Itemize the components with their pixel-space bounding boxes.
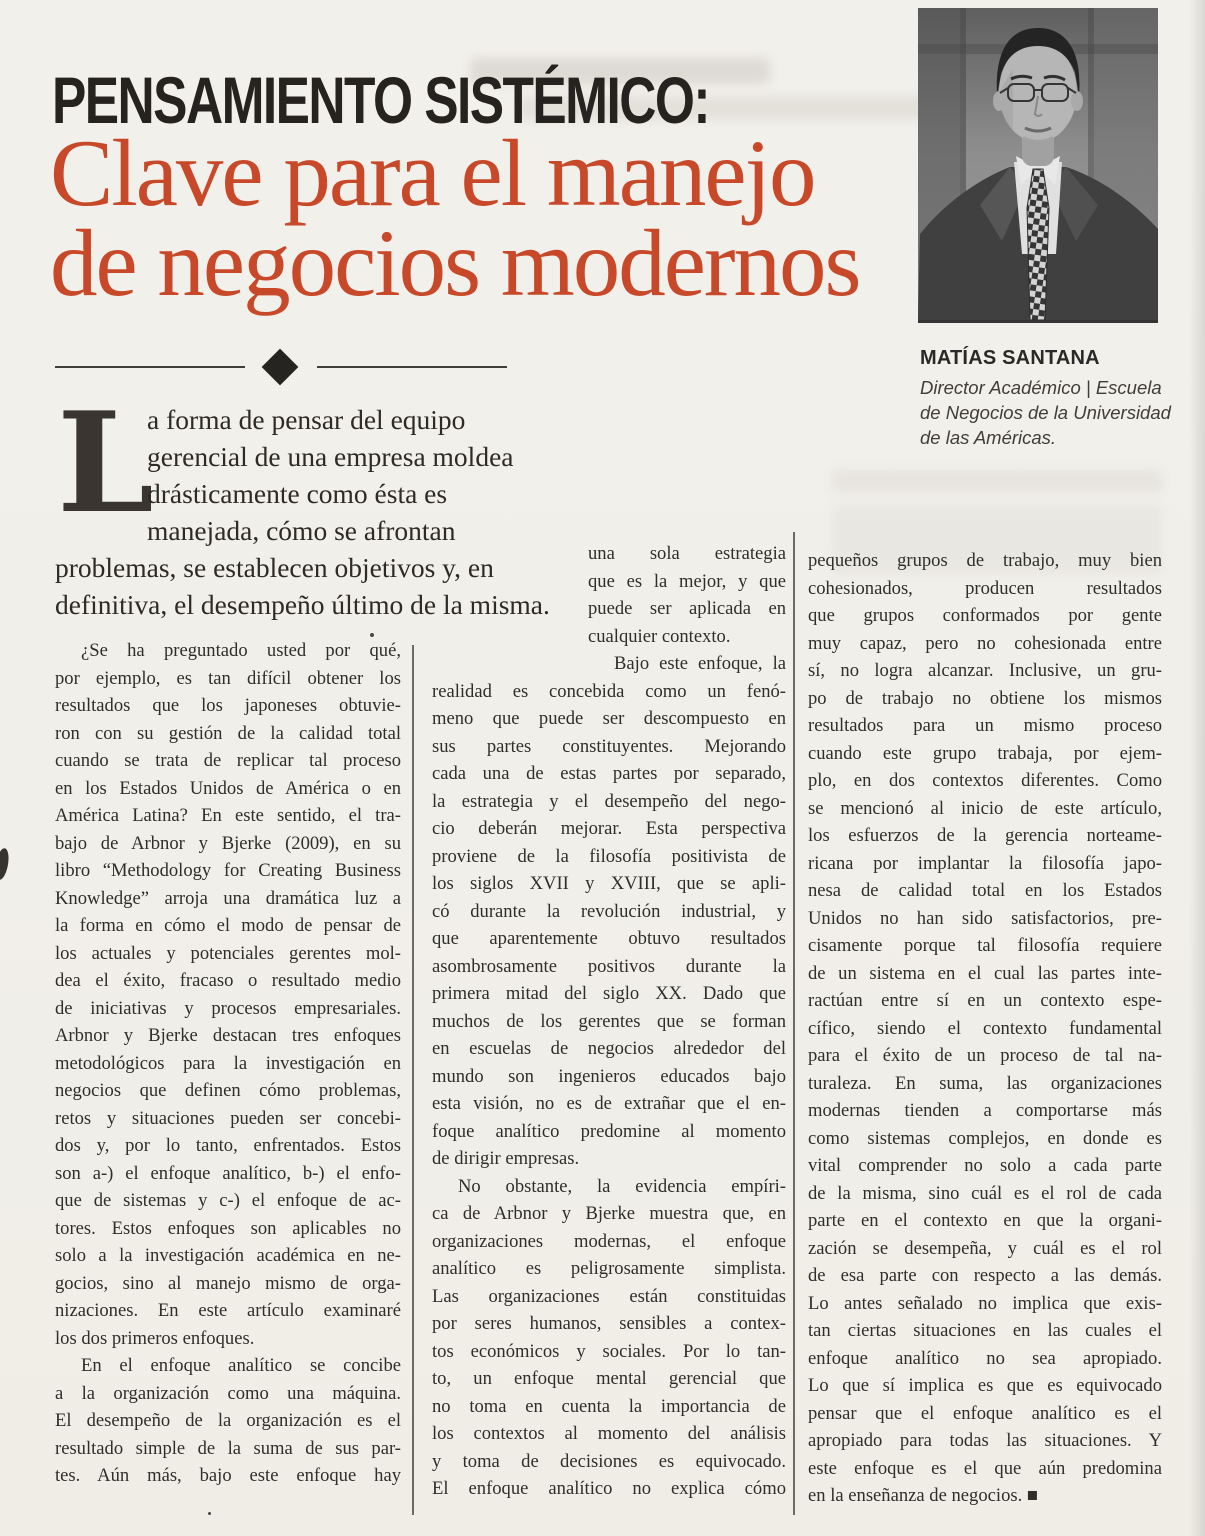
text-line: El desempeño de la organización es el (55, 1410, 401, 1431)
text-line: Arbnor y Bjerke destacan tres enfoques (55, 1025, 401, 1046)
text-line: puede ser aplicada en (588, 598, 786, 619)
text-line: dea el éxito, fracaso o resultado medio (55, 970, 401, 991)
text-line: de Negocios de la Universidad (920, 402, 1171, 423)
text-line: ron con su gestión de la calidad total (55, 722, 401, 744)
text-line: manejada, cómo se afrontan (147, 515, 456, 546)
text-line: libro “Methodology for Creating Business (55, 860, 401, 881)
text-line: drásticamente como ésta es (147, 478, 448, 509)
body-column-2 (432, 540, 786, 1503)
text-line: en la enseñanza de negocios. ■ (808, 1485, 1039, 1506)
author-title (920, 375, 1180, 450)
text-line: ricana por implantar la filosofía japo- (808, 852, 1162, 874)
divider-rule-right (317, 366, 507, 368)
text-line: po de trabajo no obtiene los mismos (808, 687, 1162, 709)
text-line: cualquier contexto. (588, 625, 731, 647)
section-divider (55, 358, 507, 376)
text-line: cada una de estas partes por separado, (432, 763, 786, 784)
text-line: resultado simple de la suma de sus par- (55, 1437, 401, 1459)
text-line: mundo son ingenieros educados bajo (432, 1065, 786, 1087)
text-line: de dirigir empresas. (432, 1148, 580, 1169)
text-line: problemas, se establecen objetivos y, en (55, 552, 494, 583)
body-column-1 (55, 637, 401, 1490)
text-line: los actuales y potenciales gerentes mol- (55, 942, 401, 964)
text-line: los esfuerzos de la gerencia norteame- (808, 825, 1162, 846)
text-line: que de sistemas y c-) el enfoque de ac- (55, 1190, 401, 1211)
text-line: cisamente porque tal filosofía requiere (808, 935, 1162, 956)
text-line: que es la mejor, y que (588, 570, 786, 592)
text-line: realidad es concebida como un fenó- (432, 680, 786, 702)
text-line: son a-) el enfoque analítico, b-) el enfo- (55, 1162, 401, 1184)
text-line: tos económicos y sociales. Por lo tan- (432, 1340, 786, 1362)
text-line: Bajo este enfoque, la (614, 653, 786, 674)
text-line: pensar que el enfoque analítico es el (808, 1402, 1162, 1424)
text-line: de esa parte con respecto a las demás. (808, 1265, 1162, 1286)
text-line: a la organización como una máquina. (55, 1382, 401, 1404)
text-line: asombrosamente positivos durante la (432, 955, 786, 977)
text-line: cohesionados, producen resultados (808, 577, 1162, 599)
text-line: este enfoque es el que aún predomina (808, 1457, 1162, 1479)
text-line: Lo que sí implica es que es equivocado (808, 1375, 1162, 1396)
photo-caption (920, 347, 1180, 450)
column-rule (412, 645, 414, 1515)
text-line: en los Estados Unidos de América o en (55, 777, 401, 799)
text-line: Lo antes señalado no implica que exis- (808, 1292, 1162, 1314)
text-line: modernas tienden a comportarse más (808, 1100, 1162, 1121)
lede-text (147, 401, 587, 549)
diamond-ornament-icon (262, 349, 299, 386)
text-line: en escuelas de negocios alrededor del (432, 1038, 786, 1059)
text-line: ractúan entre sí en un contexto espe- (808, 990, 1162, 1011)
text-line: cuando se trata de replicar tal proceso (55, 750, 401, 771)
text-line: resultados para un mismo proceso (808, 715, 1162, 736)
text-line: de iniciativas y procesos empresariales. (55, 997, 401, 1019)
text-line: que aparentemente obtuvo resultados (432, 928, 786, 949)
text-line: enfoque analítico no sea apropiado. (808, 1347, 1162, 1369)
text-line: los dos primeros enfoques. (55, 1327, 255, 1349)
text-line: por ejemplo, es tan difícil obtener los (55, 667, 401, 689)
text-line: plo, en dos contextos diferentes. Como (808, 770, 1162, 791)
text-line: la forma en cómo el modo de pensar de (55, 915, 401, 936)
text-line: bajo de Arbnor y Bjerke (2009), en su (55, 832, 401, 854)
article-headline (50, 120, 860, 316)
text-line: Knowledge” arroja una dramática luz a (55, 887, 401, 909)
text-line: de un sistema en el cual las partes inte- (808, 962, 1162, 984)
text-line: parte en el contexto en que la organi- (808, 1210, 1162, 1231)
text-line: gocios, sino al manejo mismo de orga- (55, 1272, 401, 1294)
text-line: metodológicos para la investigación en (55, 1052, 401, 1074)
text-line: una sola estrategia (588, 543, 786, 564)
text-line: definitiva, el desempeño último de la misma. (55, 589, 550, 620)
text-line: por seres humanos, sensibles a contex- (432, 1313, 786, 1334)
text-line: proviene de la filosofía positivista de (432, 845, 786, 867)
text-line: turaleza. En suma, las organizaciones (808, 1072, 1162, 1094)
text-line: para el éxito de un proceso de tal na- (808, 1045, 1162, 1066)
text-line: negocios que definen cómo problemas, (55, 1080, 401, 1101)
text-line: El enfoque analítico no explica cómo (432, 1478, 786, 1499)
text-line: Director Académico | Escuela (920, 377, 1162, 398)
portrait-illustration (918, 8, 1158, 320)
text-line: foque analítico predomine al momento (432, 1120, 786, 1142)
text-line: América Latina? En este sentido, el tra- (55, 805, 401, 826)
text-line: a forma de pensar del equipo (147, 404, 466, 435)
text-line: y toma de decisiones es equivocado. (432, 1450, 786, 1472)
text-line: se mencionó al inicio de este artículo, (808, 797, 1162, 819)
text-line: có durante la revolución industrial, y (432, 900, 786, 922)
text-line: no toma en cuenta la importancia de (432, 1395, 786, 1417)
text-line: gerencial de una empresa moldea (147, 441, 514, 472)
text-line: los contextos al momento del análisis (432, 1423, 786, 1444)
text-line: analítico es peligrosamente simplista. (432, 1258, 786, 1279)
text-line: organizaciones modernas, el enfoque (432, 1230, 786, 1252)
text-line: nizaciones. En este artículo examinaré (55, 1300, 401, 1321)
text-line: que grupos conformados por gente (808, 605, 1162, 626)
article-kicker: PENSAMIENTO SISTÉMICO: (52, 63, 709, 137)
text-line: la estrategia y el desempeño del nego- (432, 790, 786, 812)
text-line: nesa de calidad total en los Estados (808, 880, 1162, 901)
author-name: MATÍAS SANTANA (920, 347, 1100, 369)
bleedthrough-ghost (832, 470, 1162, 492)
text-line: cuando este grupo trabaja, por ejem- (808, 742, 1162, 764)
text-line: Clave para el manejo (50, 120, 815, 226)
text-line: tores. Estos enfoques son aplicables no (55, 1217, 401, 1239)
text-line: muy capaz, pero no cohesionada entre (808, 632, 1162, 654)
text-line: de las Américas. (920, 427, 1057, 448)
text-line: apropiado para todas las situaciones. Y (808, 1430, 1162, 1451)
ink-smudge (0, 847, 11, 881)
text-line: No obstante, la evidencia empíri- (458, 1175, 786, 1197)
text-line: zación se desempeña, y cuál es el rol (808, 1237, 1162, 1259)
text-line: retos y situaciones pueden ser concebi- (55, 1107, 401, 1129)
text-line: sí, no logra alcanzar. Inclusive, un gru- (808, 660, 1162, 681)
text-line: de la misma, sino cuál es el rol de cada (808, 1182, 1162, 1204)
text-line: los siglos XVII y XVIII, que se apli- (432, 873, 786, 894)
text-line: esta visión, no es de extrañar que el en- (432, 1093, 786, 1114)
text-line: muchos de los gerentes que se forman (432, 1010, 786, 1032)
divider-rule-left (55, 366, 245, 368)
text-line: tes. Aún más, bajo este enfoque hay (55, 1465, 401, 1486)
text-line: ca de Arbnor y Bjerke muestra que, en (432, 1203, 786, 1224)
text-line: primera mitad del siglo XX. Dado que (432, 983, 786, 1004)
text-line: Unidos no han sido satisfactorios, pre- (808, 907, 1162, 929)
text-line: tan ciertas situaciones en las cuales el (808, 1320, 1162, 1341)
column-rule (793, 532, 795, 1515)
text-line: sus partes constituyentes. Mejorando (432, 735, 786, 757)
text-line: ¿Se ha preguntado usted por qué, (81, 640, 401, 661)
text-line: cio deberán mejorar. Esta perspectiva (432, 818, 786, 839)
dropcap: L (57, 381, 155, 544)
text-line: cífico, siendo el contexto fundamental (808, 1017, 1162, 1039)
text-line: meno que puede ser descompuesto en (432, 708, 786, 729)
body-column-3 (808, 547, 1162, 1510)
text-line: dos y, por lo tanto, enfrentados. Estos (55, 1135, 401, 1156)
text-line: En el enfoque analítico se concibe (81, 1355, 401, 1376)
text-line: Las organizaciones están constituidas (432, 1285, 786, 1307)
text-line: de negocios modernos (50, 210, 860, 316)
page-edge-shadow (1189, 0, 1205, 1536)
text-line: como sistemas complejos, en donde es (808, 1127, 1162, 1149)
text-line: resultados que los japoneses obtuvie- (55, 695, 401, 716)
author-photo (918, 8, 1158, 323)
text-line: to, un enfoque mental gerencial que (432, 1368, 786, 1389)
text-line: vital comprender no solo a cada parte (808, 1155, 1162, 1176)
text-line: solo a la investigación académica en ne- (55, 1245, 401, 1266)
text-line: pequeños grupos de trabajo, muy bien (808, 550, 1162, 571)
scan-speck (208, 1512, 211, 1515)
